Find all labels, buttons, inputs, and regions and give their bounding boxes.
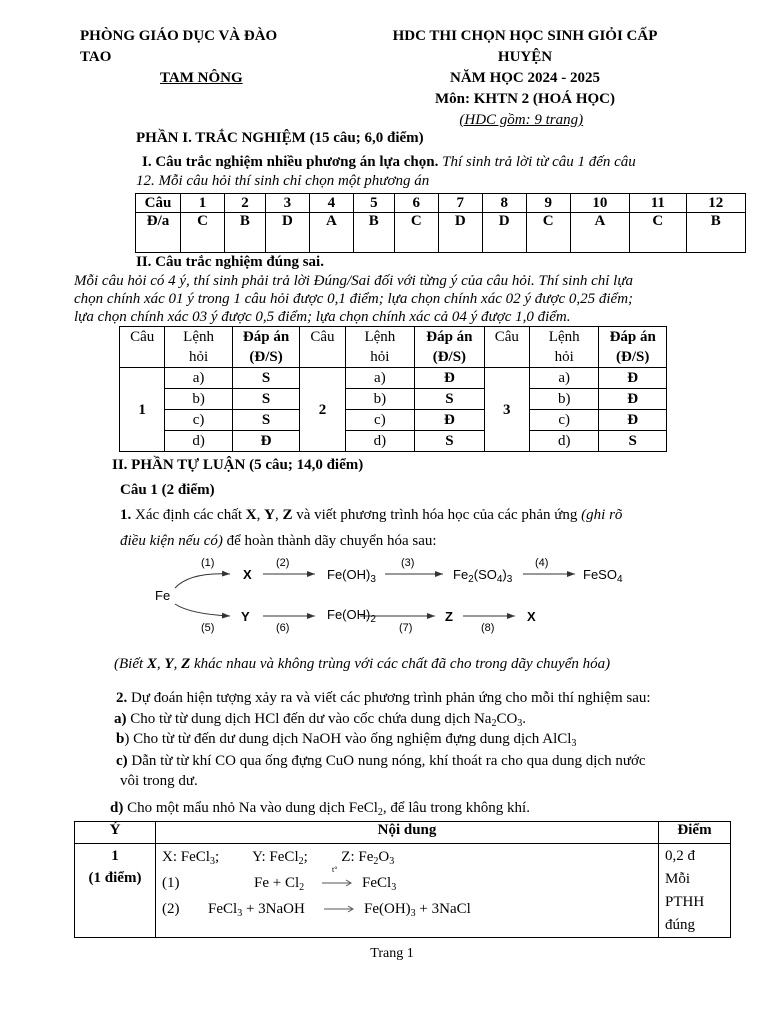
- q1-title: Câu 1 (2 điểm): [120, 482, 215, 498]
- header-left: [80, 26, 277, 89]
- solution-substances: X: FeCl$_3$; Y: FeCl$_2$; Z: $Fe_2O_3$: [162, 849, 395, 867]
- part1-sub2-title: II. Câu trắc nghiệm đúng sai.: [136, 254, 324, 270]
- part1-sub1-cont: 12. Mỗi câu hỏi thí sinh chỉ chọn một phương án: [136, 173, 430, 189]
- equation-1: (1) $Fe + Cl_2$ t° FeCl$_3$: [162, 865, 397, 893]
- table-row: Câu Lệnh hỏi Đáp án (Đ/S) Câu Lệnh hỏi Đáp án (Đ/S) Câu Lệnh hỏi Đáp án (Đ/S): [120, 327, 667, 368]
- table-row: d) Đ d) S d) S: [120, 431, 667, 452]
- scheme-feso4: FeSO$_4$: [583, 567, 623, 585]
- scheme-fe: Fe: [155, 588, 171, 603]
- scheme-feoh3: $Fe(OH)_3$: [327, 567, 376, 585]
- solution-table: [74, 821, 731, 938]
- part2-title: II. PHẦN TỰ LUẬN (5 câu; 14,0 điểm): [112, 457, 364, 473]
- subject: Môn: KHTN 2 (HOÁ HỌC): [435, 91, 615, 107]
- answer-table-mc: [135, 193, 746, 253]
- part1-title: PHẦN I. TRẮC NGHIỆM (15 câu; 6,0 điểm): [136, 130, 424, 146]
- scheme-arrows: [145, 550, 645, 650]
- page-count: (HDC gồm: 9 trang): [459, 112, 584, 128]
- q2-item-c: c) Dẫn từ từ khí CO qua ống đựng CuO nung nóng, khí thoát ra cho qua dung dịch nước vôi trong dư.: [116, 753, 646, 789]
- q2-item-a: a) Cho từ từ dung dịch HCl đến dư vào cốc chứa dung dịch $Na_2CO_3$.: [114, 711, 527, 729]
- table-row: 1 a) S 2 a) Đ 3 a) Đ: [120, 368, 667, 389]
- part1-sub1: I. Câu trắc nghiệm nhiều phương án lựa chọn. Thí sinh trả lời từ câu 1 đến câu: [142, 154, 636, 170]
- table-row: Đ/a C B D A B C D D C A C B: [136, 213, 746, 253]
- q2-item-d: d) Cho một mẩu nhỏ Na vào dung dịch FeCl$_2$, để lâu trong không khí.: [110, 800, 530, 818]
- scheme-y: Y: [241, 609, 250, 624]
- exam-title-line2: HUYỆN: [497, 49, 553, 65]
- scheme-note: (Biết X, Y, Z khác nhau và không trùng với các chất đã cho trong dãy chuyển hóa): [114, 656, 611, 672]
- conversion-scheme: Fe X (1) (2) $Fe(OH)_3$ (3) $Fe_2(SO_4)_3$ (4) FeSO$_4$ Y (5) (6) $Fe(OH)_2$ (7) Z (8) X: [145, 550, 645, 650]
- q1-part1-text: 1. Xác định các chất X, Y, Z và viết phương trình hóa học của các phản ứng (ghi rõ điều kiện nếu có) để hoàn thành dãy chuyển hóa sau:: [120, 507, 623, 549]
- page-number: Trang 1: [370, 946, 414, 961]
- table-row: b) S b) S b) Đ: [120, 389, 667, 410]
- scheme-feoh2: $Fe(OH)_2$: [327, 607, 376, 625]
- scheme-x: X: [243, 567, 252, 582]
- scheme-z: Z: [445, 609, 453, 624]
- table-row: Ý Nội dung Điểm: [75, 822, 731, 844]
- school-year: NĂM HỌC 2024 - 2025: [450, 70, 600, 86]
- header-right: [345, 26, 705, 131]
- part1-sub2-desc: Mỗi câu hỏi có 4 ý, thí sinh phải trả lời Đúng/Sai đối với từng ý của câu hỏi. Thí sinh chỉ lựa chọn chính xác 01 ý trong 1 câu hỏi được 0,1 điểm; lựa chọn chính xác 02 ý được 0,25 điểm; lựa chọn chính xác 03 ý được 0,5 điểm; lựa chọn chính xác cả 04 ý được 1,0 điểm.: [74, 273, 634, 325]
- q2-item-b: b) Cho từ từ đến dư dung dịch NaOH vào ống nghiệm đựng dung dịch AlCl$_3$: [116, 731, 577, 749]
- dept-name-line2: TAO: [80, 49, 112, 65]
- table-row: Câu 1 2 3 4 5 6 7 8 9 10 11 12: [136, 194, 746, 213]
- exam-title-line1: HDC THI CHỌN HỌC SINH GIỎI CẤP: [392, 28, 658, 44]
- answer-table-ds: [119, 326, 667, 452]
- table-row: c) S c) Đ c) Đ: [120, 410, 667, 431]
- district-name: TAM NÔNG: [160, 70, 243, 86]
- table-row: 1 (1 điểm) X: FeCl$_3$; Y: FeCl$_2$; Z: $Fe_2O_3$ (1) $Fe + Cl_2$ t° FeCl$_3$ (2) FeCl$_3$ + 3NaOH $Fe(OH)_3$ + 3NaCl 0,2 đ Mỗi PTHH đúng: [75, 844, 731, 938]
- dept-name-line1: PHÒNG GIÁO DỤC VÀ ĐÀO: [80, 28, 278, 44]
- scheme-x2: X: [527, 609, 536, 624]
- q2-intro: 2. Dự đoán hiện tượng xảy ra và viết các phương trình phản ứng cho mỗi thí nghiệm sau:: [116, 690, 651, 706]
- scheme-fe2so43: $Fe_2(SO_4)_3$: [453, 567, 513, 585]
- equation-2: (2) FeCl$_3$ + 3NaOH $Fe(OH)_3$ + 3NaCl: [162, 901, 471, 919]
